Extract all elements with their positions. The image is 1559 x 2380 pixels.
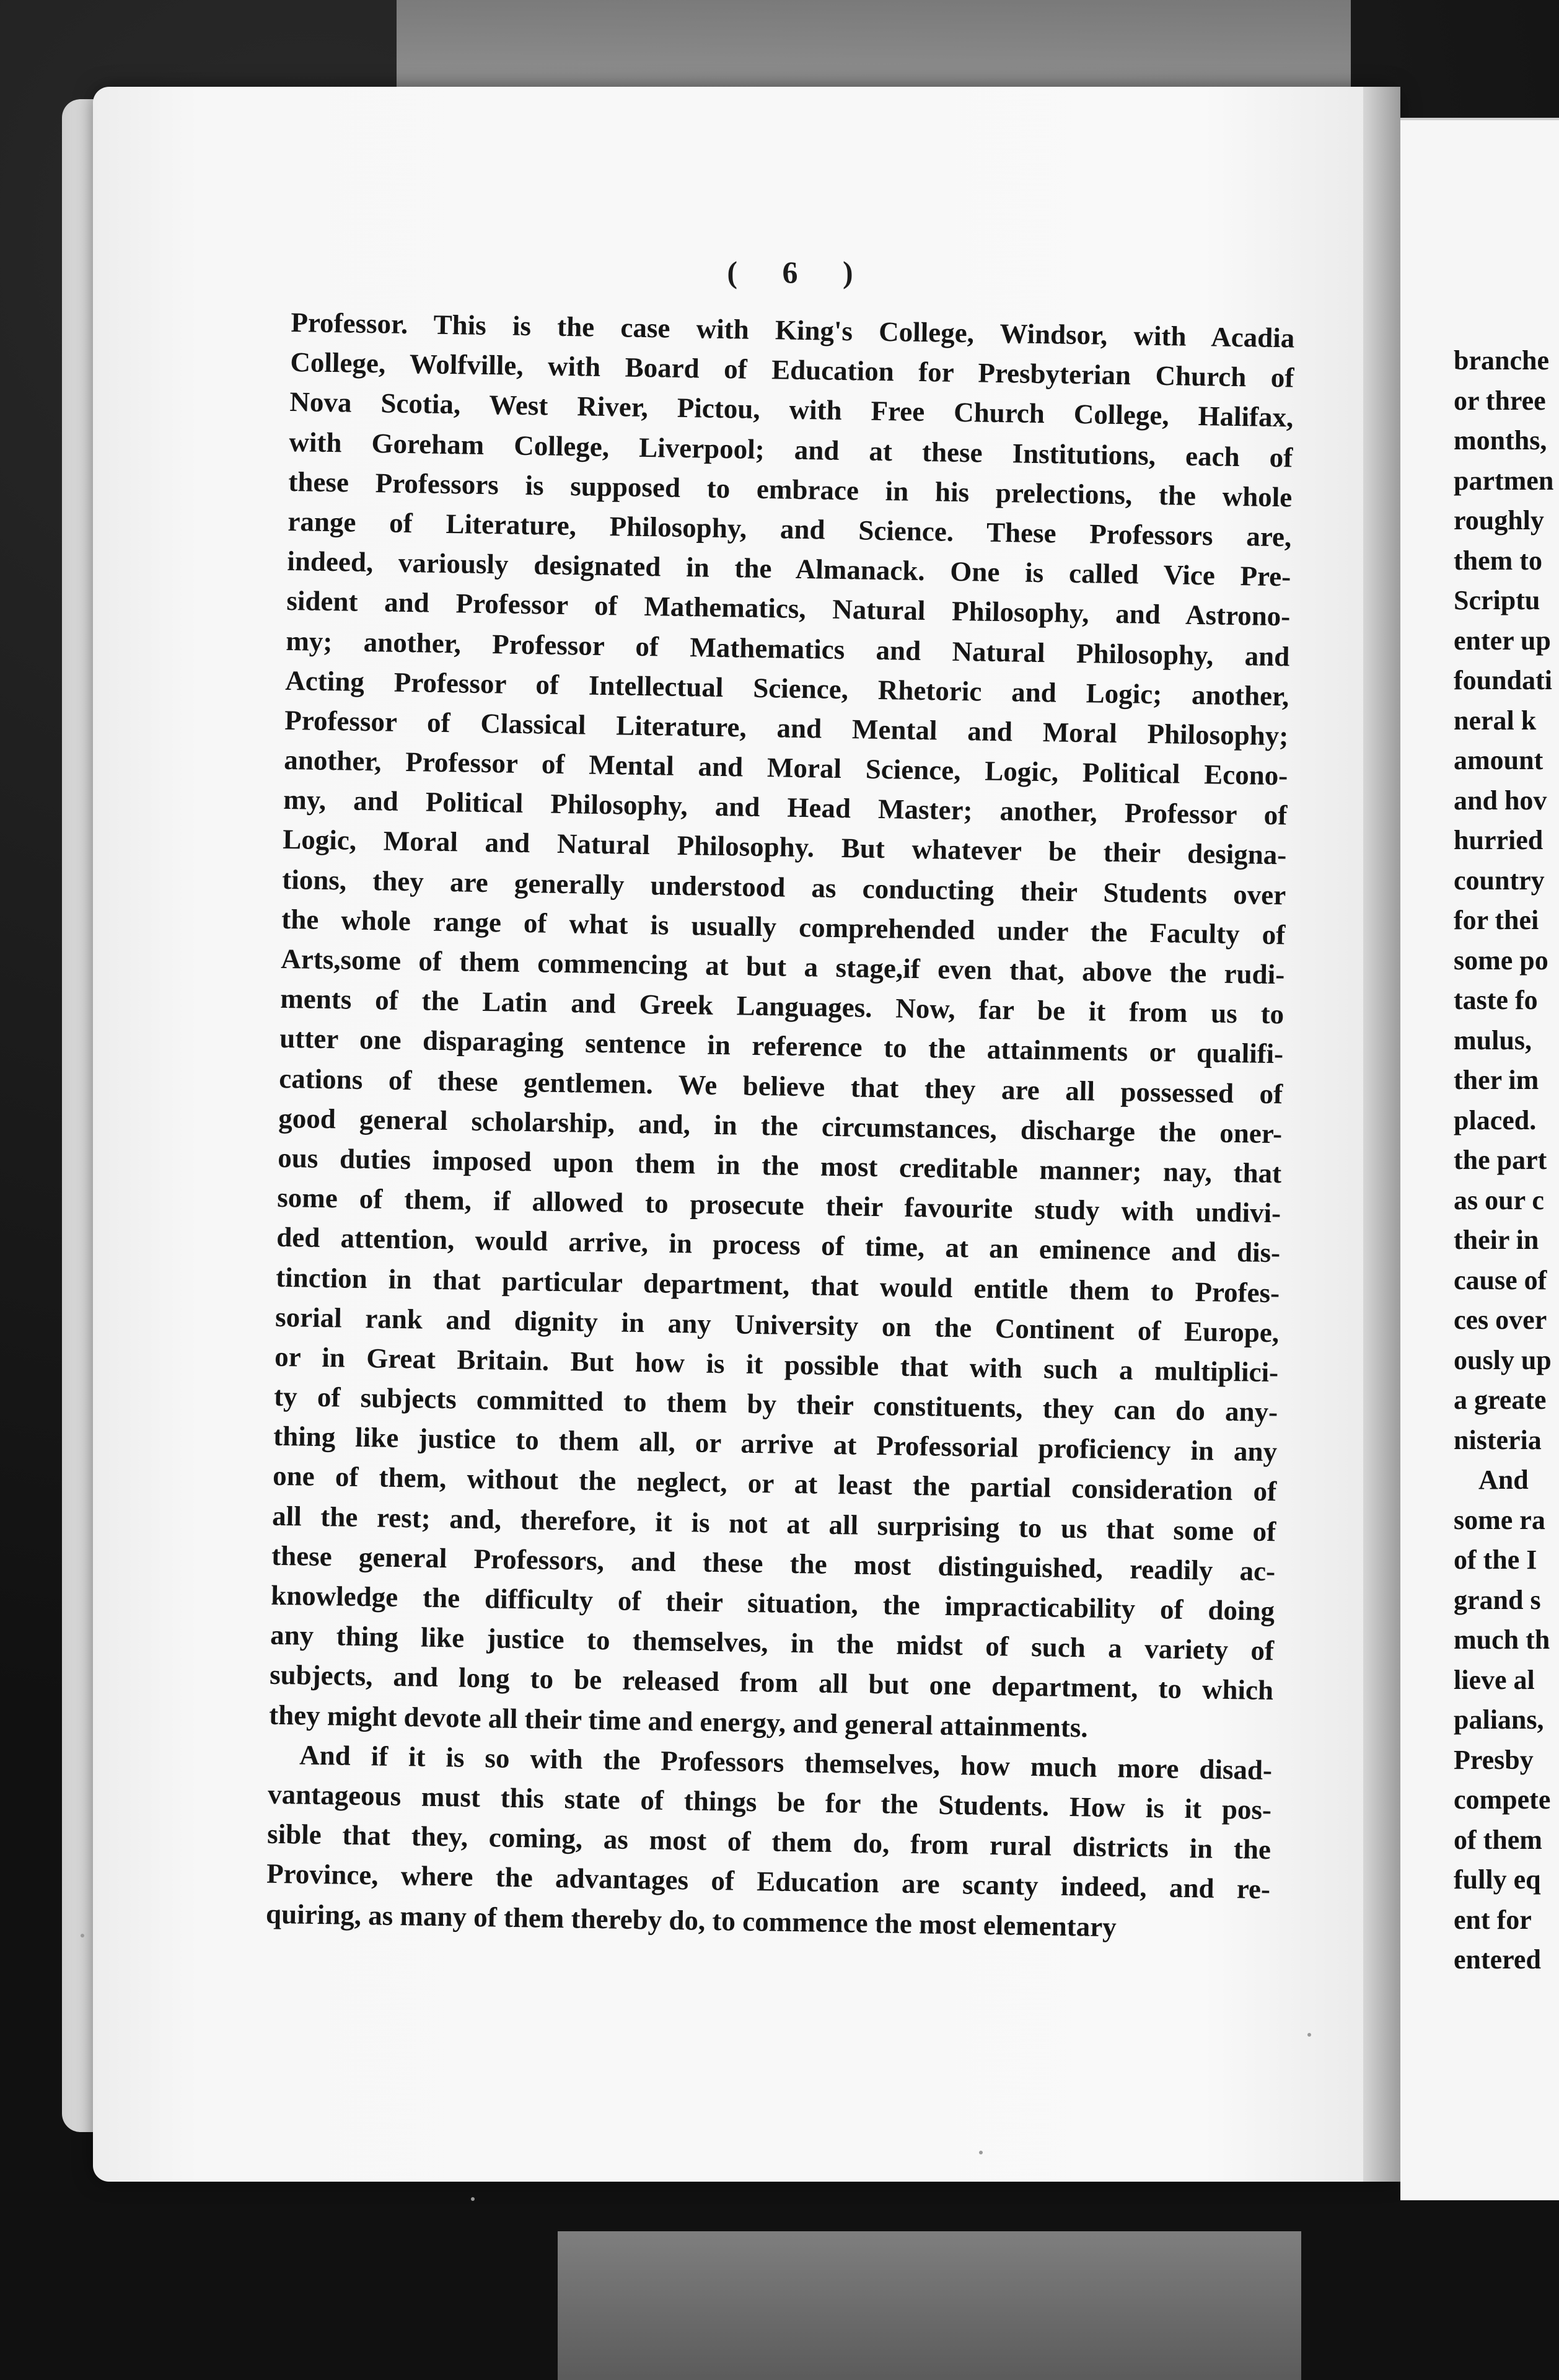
fragment-line: lieve al <box>1454 1664 1535 1695</box>
bottom-paper-strip <box>558 2231 1301 2380</box>
text-line: ous duties imposed upon them in the most creditable manner; nay, that <box>277 1142 1282 1189</box>
text-line: quiring, as many of them thereby do, to commence the most elementary <box>265 1898 1117 1942</box>
text-line: my; another, Professor of Mathematics and Natural Philosophy, and <box>286 625 1290 672</box>
fragment-line: and hov <box>1454 785 1547 816</box>
dust-speck <box>1307 2033 1311 2037</box>
fragment-line: enter up <box>1454 625 1551 656</box>
right-page-text <box>1454 341 1559 1980</box>
dust-speck <box>471 2197 475 2201</box>
text-line: or in Great Britain. But how is it possible that with such a multiplici- <box>274 1341 1279 1388</box>
text-line: any thing like justice to themselves, in the midst of such a variety of <box>270 1619 1275 1667</box>
text-line: utter one disparaging sentence in reference to the attainments or qualifi- <box>279 1023 1284 1070</box>
fragment-line: neral k <box>1454 705 1537 736</box>
text-line: with Goreham College, Liverpool; and at these Institutions, each of <box>289 426 1293 473</box>
page-number: ( 6 ) <box>727 255 872 289</box>
text-line: another, Professor of Mental and Moral Science, Logic, Political Econo- <box>284 744 1288 791</box>
text-line: tions, they are generally understood as conducting their Students over <box>281 863 1286 910</box>
fragment-line: nisteria <box>1454 1424 1542 1455</box>
fragment-line: their in <box>1454 1225 1539 1255</box>
text-line: vantageous must this state of things be for the Students. How is it pos- <box>267 1778 1272 1826</box>
fragment-line: grand s <box>1454 1584 1541 1615</box>
text-line: tinction in that particular department, that would entitle them to Profes- <box>275 1261 1280 1308</box>
right-page-fragment <box>1400 118 1559 2200</box>
text-line: all the rest; and, therefore, it is not at all surprising to us that some of <box>271 1500 1276 1547</box>
fragment-line: Scriptu <box>1454 585 1540 615</box>
text-line: ty of subjects committed to them by their constituents, they can do any- <box>273 1380 1278 1428</box>
fragment-line: placed. <box>1454 1104 1537 1135</box>
fragment-line: amount <box>1454 745 1544 775</box>
fragment-line: taste fo <box>1454 985 1538 1015</box>
fragment-line: branche <box>1454 345 1549 376</box>
text-line: ments of the Latin and Greek Languages. Now, far be it from us to <box>279 983 1285 1030</box>
fragment-line: much th <box>1454 1624 1550 1655</box>
fragment-line: Presby <box>1454 1744 1534 1775</box>
fragment-line: And <box>1478 1465 1529 1495</box>
text-line: College, Wolfville, with Board of Education for Presbyterian Church of <box>290 346 1294 394</box>
fragment-line: ces over <box>1454 1305 1547 1335</box>
text-line: range of Literature, Philosophy, and Science. These Professors are, <box>288 505 1292 553</box>
fragment-line: entered <box>1454 1944 1541 1975</box>
fragment-line: them to <box>1454 545 1542 576</box>
text-line: Logic, Moral and Natural Philosophy. But whatever be their designa- <box>282 824 1287 871</box>
text-line: one of them, without the neglect, or at least the partial consideration of <box>272 1460 1277 1507</box>
text-line: some of them, if allowed to prosecute their favourite study with undivi- <box>276 1181 1281 1229</box>
page-top-edge <box>1400 118 1559 120</box>
top-paper-strip <box>397 0 1351 93</box>
text-line: cations of these gentlemen. We believe that they are all possessed of <box>278 1062 1283 1109</box>
text-line: Acting Professor of Intellectual Science, Rhetoric and Logic; another, <box>285 664 1289 712</box>
fragment-line: for thei <box>1454 905 1539 935</box>
fragment-line: fully eq <box>1454 1864 1541 1895</box>
text-line: ded attention, would arrive, in process of time, at an eminence and dis- <box>276 1222 1281 1269</box>
fragment-line: ously up <box>1454 1344 1552 1375</box>
text-line: subjects, and long to be released from all but one department, to which <box>269 1659 1274 1706</box>
fragment-line: ther im <box>1454 1065 1539 1095</box>
fragment-line: cause of <box>1454 1264 1547 1295</box>
text-line: Nova Scotia, West River, Pictou, with Free Church College, Halifax, <box>289 386 1294 433</box>
page-body-text <box>266 302 1357 1950</box>
text-line: knowledge the difficulty of their situation, the impracticability of doing <box>270 1579 1275 1627</box>
fragment-line: a greate <box>1454 1385 1547 1415</box>
text-line: sident and Professor of Mathematics, Natural Philosophy, and Astrono- <box>286 585 1291 632</box>
text-line: these general Professors, and these the most distinguished, readily ac- <box>271 1540 1276 1587</box>
text-line: Professor of Classical Literature, and Mental and Moral Philosophy; <box>284 704 1289 752</box>
text-line: they might devote all their time and energy, and general attainments. <box>268 1699 1088 1743</box>
text-line: indeed, variously designated in the Almanack. One is called Vice Pre- <box>287 545 1291 593</box>
dust-speck <box>979 2151 983 2154</box>
text-line: these Professors is supposed to embrace in his prelections, the whole <box>288 465 1293 513</box>
text-line: And if it is so with the Professors themselves, how much more disad- <box>299 1739 1273 1786</box>
fragment-line: hurried <box>1454 825 1544 855</box>
dust-speck <box>81 1934 84 1937</box>
fragment-line: ent for <box>1454 1904 1532 1935</box>
text-line: good general scholarship, and, in the circumstances, discharge the oner- <box>278 1102 1283 1150</box>
fragment-line: or three <box>1454 385 1546 416</box>
text-line: thing like justice to them all, or arrive at Professorial proficiency in any <box>273 1421 1278 1468</box>
fragment-line: months, <box>1454 425 1547 456</box>
text-line: my, and Political Philosophy, and Head Master; another, Professor of <box>283 784 1288 831</box>
fragment-line: of them <box>1454 1824 1542 1855</box>
fragment-line: foundati <box>1454 665 1552 695</box>
fragment-line: mulus, <box>1454 1025 1532 1056</box>
fragment-line: palians, <box>1454 1704 1544 1735</box>
fragment-line: some ra <box>1454 1504 1545 1535</box>
fragment-line: roughly <box>1454 505 1544 536</box>
book-gutter <box>1363 87 1400 2182</box>
text-line: Professor. This is the case with King's College, Windsor, with Acadia <box>291 306 1295 354</box>
fragment-line: partmen <box>1454 465 1554 496</box>
text-line: sible that they, coming, as most of them do, from rural districts in the <box>266 1818 1271 1866</box>
text-line: sorial rank and dignity in any University on the Continent of Europe, <box>274 1301 1280 1348</box>
fragment-line: as our c <box>1454 1184 1544 1215</box>
fragment-line: country <box>1454 865 1545 896</box>
fragment-line: some po <box>1454 945 1548 976</box>
text-line: Arts,some of them commencing at but a stage,if even that, above the rudi- <box>280 943 1285 990</box>
text-line: the whole range of what is usually comprehended under the Faculty of <box>281 903 1286 951</box>
fragment-line: of the I <box>1454 1545 1537 1575</box>
text-line: Province, where the advantages of Education are scanty indeed, and re- <box>266 1858 1271 1905</box>
fragment-line: the part <box>1454 1145 1547 1175</box>
fragment-line: compete <box>1454 1784 1551 1815</box>
